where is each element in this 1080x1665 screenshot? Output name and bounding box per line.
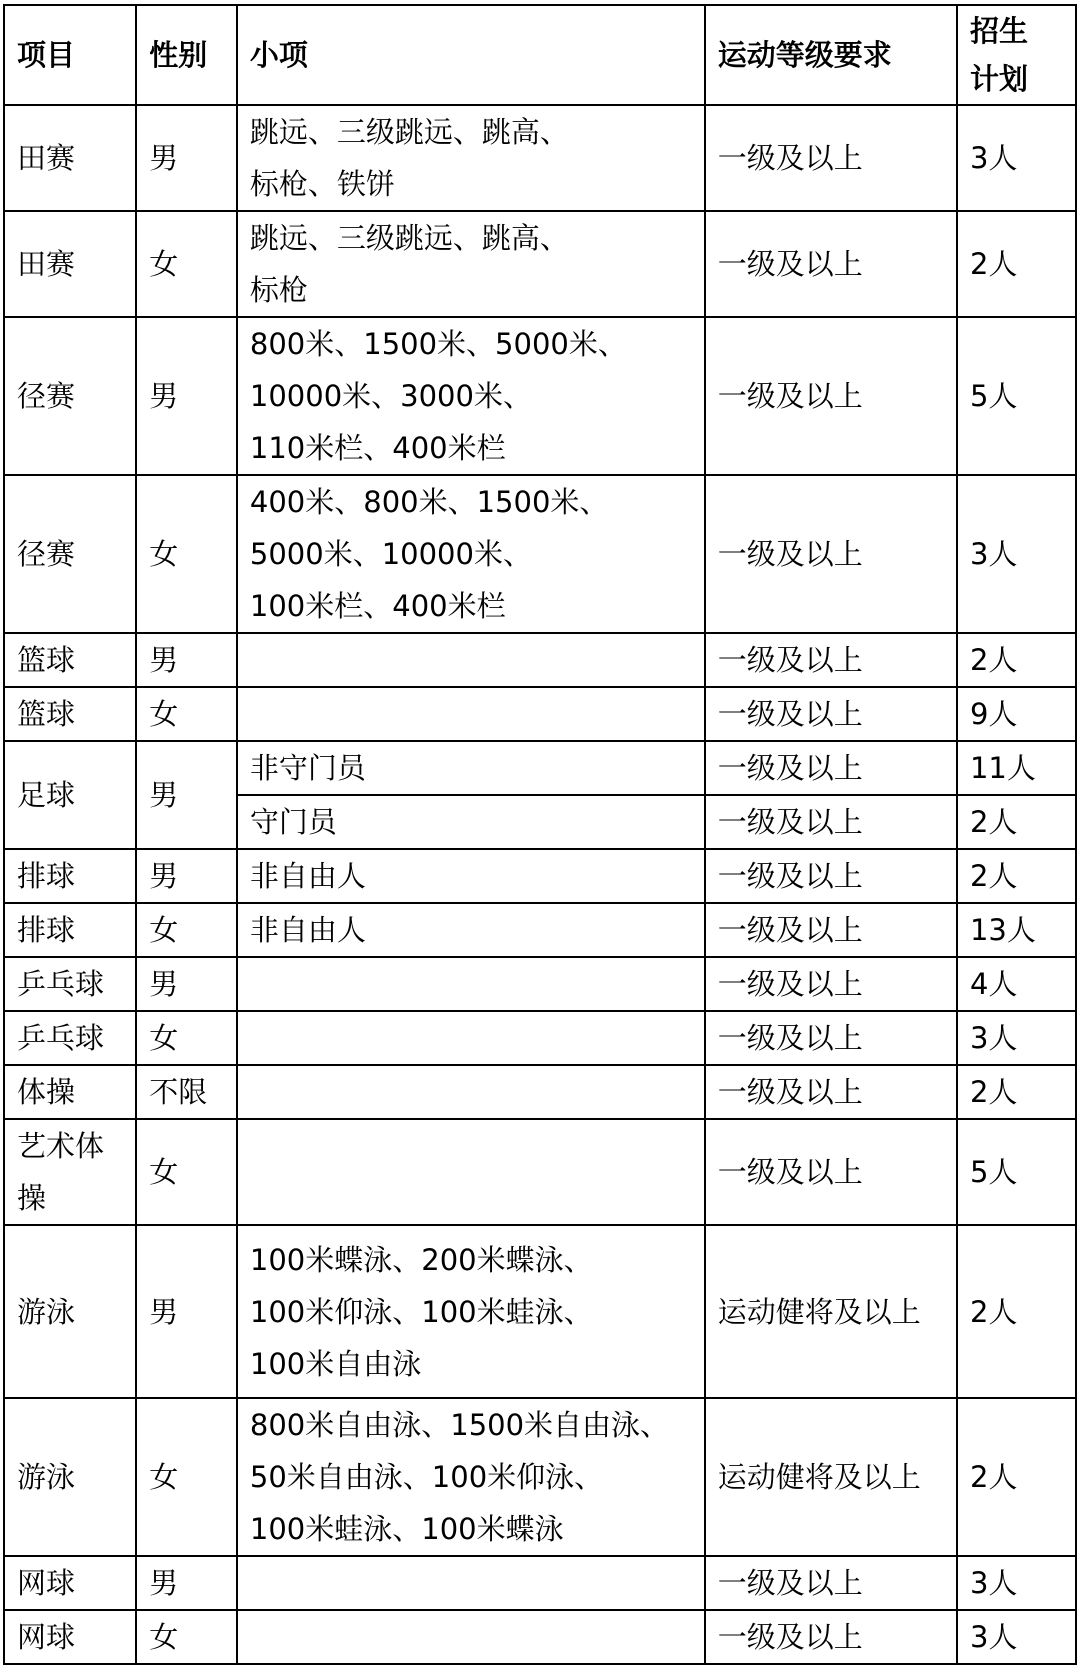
table-row <box>4 317 1076 475</box>
level-cell: 一级及以上 <box>705 1119 957 1225</box>
gender-cell: 男 <box>136 741 237 849</box>
table-row <box>4 687 1076 741</box>
level-cell: 一级及以上 <box>705 687 957 741</box>
plan-cell: 3人 <box>957 475 1076 633</box>
plan-cell: 2人 <box>957 1225 1076 1398</box>
project-cell: 田赛 <box>4 211 136 317</box>
level-cell: 一级及以上 <box>705 795 957 849</box>
level-cell: 一级及以上 <box>705 741 957 795</box>
header-gender: 性别 <box>136 5 237 105</box>
event-line: 跳远、三级跳远、跳高、 <box>249 221 569 255</box>
event-cell: 非守门员 <box>237 741 705 795</box>
table-row <box>4 741 1076 795</box>
level-cell: 一级及以上 <box>705 1556 957 1610</box>
event-line: 10000米、3000米、 <box>249 379 532 413</box>
admission-table-container <box>3 4 1077 1665</box>
level-cell: 运动健将及以上 <box>705 1225 957 1398</box>
table-row <box>4 633 1076 687</box>
plan-cell: 2人 <box>957 633 1076 687</box>
project-cell: 网球 <box>4 1556 136 1610</box>
event-line: 800米自由泳、1500米自由泳、 <box>249 1408 670 1442</box>
table-row <box>4 957 1076 1011</box>
gender-cell: 男 <box>136 1556 237 1610</box>
gender-cell: 女 <box>136 1398 237 1556</box>
header-plan-line2: 计划 <box>969 62 1028 96</box>
event-line: 110米栏、400米栏 <box>249 431 506 465</box>
table-row <box>4 1556 1076 1610</box>
gender-cell: 女 <box>136 687 237 741</box>
event-line: 800米、1500米、5000米、 <box>249 327 627 361</box>
table-row <box>4 1610 1076 1664</box>
project-cell: 排球 <box>4 903 136 957</box>
table-row <box>4 475 1076 633</box>
event-line: 标枪、铁饼 <box>249 167 395 201</box>
event-cell <box>237 1225 705 1398</box>
header-event: 小项 <box>237 5 705 105</box>
plan-cell: 4人 <box>957 957 1076 1011</box>
event-cell <box>237 1065 705 1119</box>
event-cell: 非自由人 <box>237 849 705 903</box>
project-cell: 篮球 <box>4 633 136 687</box>
gender-cell: 不限 <box>136 1065 237 1119</box>
event-cell <box>237 211 705 317</box>
plan-cell: 5人 <box>957 1119 1076 1225</box>
event-cell: 非自由人 <box>237 903 705 957</box>
gender-cell: 男 <box>136 633 237 687</box>
gender-cell: 男 <box>136 105 237 211</box>
event-cell <box>237 1398 705 1556</box>
project-cell: 径赛 <box>4 475 136 633</box>
gender-cell: 男 <box>136 1225 237 1398</box>
gender-cell: 女 <box>136 1610 237 1664</box>
plan-cell: 2人 <box>957 795 1076 849</box>
table-row <box>4 903 1076 957</box>
project-cell: 篮球 <box>4 687 136 741</box>
event-line: 跳远、三级跳远、跳高、 <box>249 115 569 149</box>
table-row <box>4 211 1076 317</box>
event-line: 50米自由泳、100米仰泳、 <box>249 1460 604 1494</box>
plan-cell: 2人 <box>957 1398 1076 1556</box>
table-row <box>4 1225 1076 1398</box>
event-cell <box>237 317 705 475</box>
gender-cell: 女 <box>136 1119 237 1225</box>
event-line: 400米、800米、1500米、 <box>249 485 609 519</box>
project-cell: 田赛 <box>4 105 136 211</box>
level-cell: 一级及以上 <box>705 317 957 475</box>
project-cell: 排球 <box>4 849 136 903</box>
plan-cell: 3人 <box>957 1610 1076 1664</box>
project-cell: 足球 <box>4 741 136 849</box>
event-cell <box>237 687 705 741</box>
project-cell: 游泳 <box>4 1398 136 1556</box>
gender-cell: 女 <box>136 1011 237 1065</box>
event-line: 100米蝶泳、200米蝶泳、 <box>249 1242 593 1277</box>
event-line: 5000米、10000米、 <box>249 537 532 571</box>
level-cell: 一级及以上 <box>705 1011 957 1065</box>
admission-plan-table <box>3 4 1077 1665</box>
gender-cell: 男 <box>136 957 237 1011</box>
level-cell: 一级及以上 <box>705 211 957 317</box>
level-cell: 一级及以上 <box>705 1065 957 1119</box>
event-line: 100米自由泳 <box>249 1346 422 1381</box>
level-cell: 一级及以上 <box>705 633 957 687</box>
gender-cell: 女 <box>136 475 237 633</box>
level-cell: 一级及以上 <box>705 1610 957 1664</box>
plan-cell: 3人 <box>957 105 1076 211</box>
plan-cell: 2人 <box>957 211 1076 317</box>
gender-cell: 男 <box>136 317 237 475</box>
plan-cell: 2人 <box>957 1065 1076 1119</box>
event-cell <box>237 1610 705 1664</box>
plan-cell: 2人 <box>957 849 1076 903</box>
gender-cell: 女 <box>136 903 237 957</box>
event-cell <box>237 475 705 633</box>
header-level: 运动等级要求 <box>705 5 957 105</box>
level-cell: 一级及以上 <box>705 903 957 957</box>
level-cell: 一级及以上 <box>705 849 957 903</box>
event-cell <box>237 633 705 687</box>
header-row <box>4 5 1076 105</box>
event-cell <box>237 1011 705 1065</box>
plan-cell: 9人 <box>957 687 1076 741</box>
plan-cell: 13人 <box>957 903 1076 957</box>
event-cell: 守门员 <box>237 795 705 849</box>
event-cell <box>237 1556 705 1610</box>
level-cell: 一级及以上 <box>705 957 957 1011</box>
project-cell: 径赛 <box>4 317 136 475</box>
plan-cell: 5人 <box>957 317 1076 475</box>
table-row <box>4 105 1076 211</box>
event-line: 100米栏、400米栏 <box>249 589 506 623</box>
level-cell: 运动健将及以上 <box>705 1398 957 1556</box>
project-cell: 体操 <box>4 1065 136 1119</box>
event-line: 100米仰泳、100米蛙泳、 <box>249 1294 593 1329</box>
project-cell: 乒乓球 <box>4 1011 136 1065</box>
table-row <box>4 849 1076 903</box>
project-cell: 艺术体操 <box>4 1119 136 1225</box>
table-row <box>4 1011 1076 1065</box>
header-project: 项目 <box>4 5 136 105</box>
plan-cell: 3人 <box>957 1556 1076 1610</box>
project-cell: 游泳 <box>4 1225 136 1398</box>
project-cell: 网球 <box>4 1610 136 1664</box>
event-cell <box>237 957 705 1011</box>
event-cell <box>237 1119 705 1225</box>
plan-cell: 11人 <box>957 741 1076 795</box>
table-row <box>4 1119 1076 1225</box>
project-cell: 乒乓球 <box>4 957 136 1011</box>
gender-cell: 女 <box>136 211 237 317</box>
event-cell <box>237 105 705 211</box>
level-cell: 一级及以上 <box>705 105 957 211</box>
table-row <box>4 1065 1076 1119</box>
header-plan-line1: 招生 <box>969 14 1028 48</box>
gender-cell: 男 <box>136 849 237 903</box>
table-row <box>4 1398 1076 1556</box>
event-line: 100米蛙泳、100米蝶泳 <box>249 1512 564 1546</box>
plan-cell: 3人 <box>957 1011 1076 1065</box>
event-line: 标枪 <box>249 273 308 307</box>
level-cell: 一级及以上 <box>705 475 957 633</box>
header-plan <box>957 5 1076 105</box>
